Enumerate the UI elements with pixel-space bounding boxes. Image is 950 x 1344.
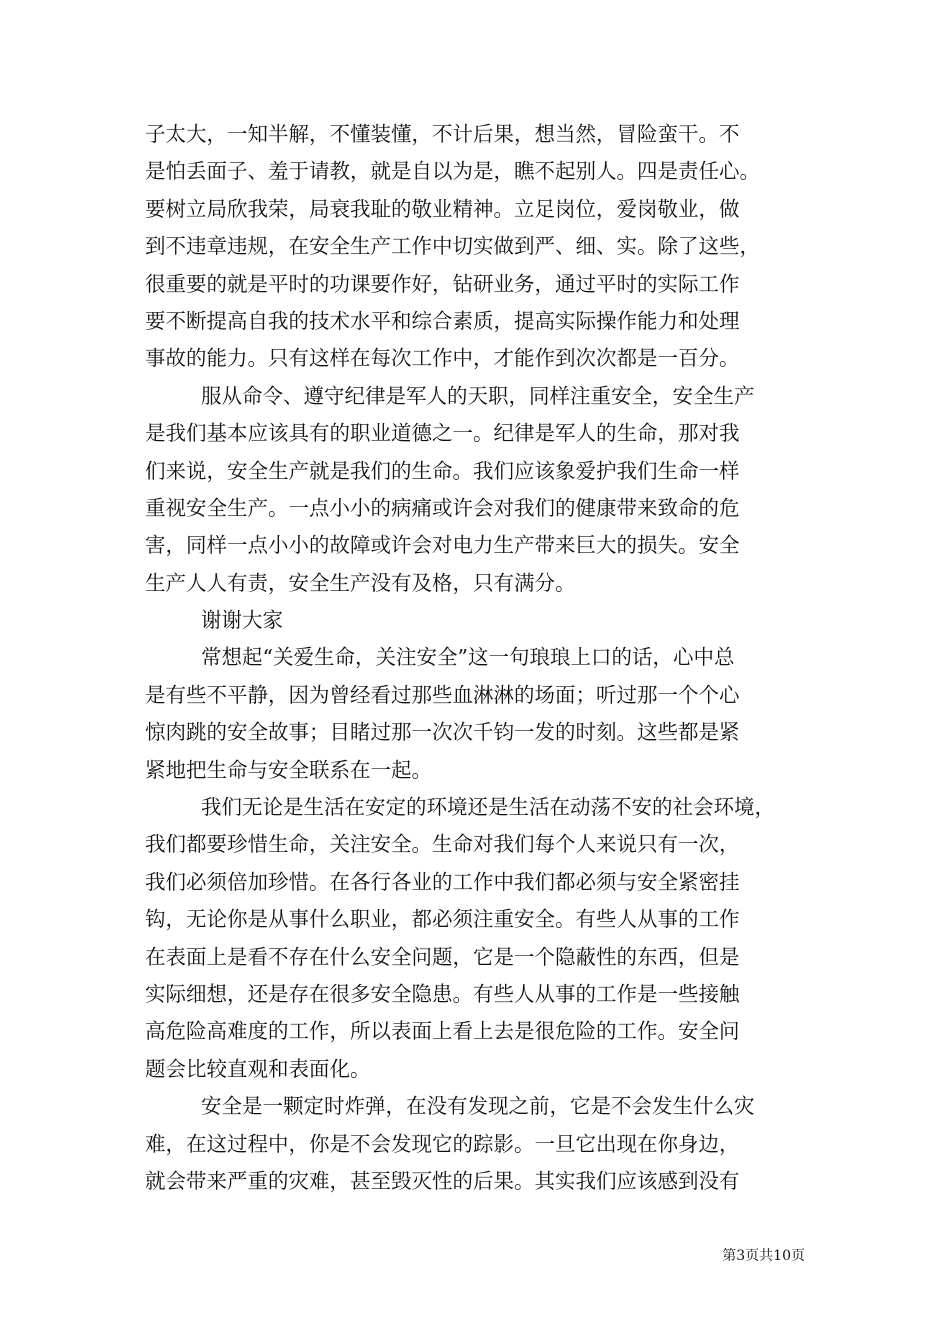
text-line: 钩，无论你是从事什么职业，都必须注重安全。有些人从事的工作 (145, 907, 740, 932)
text-line: 害，同样一点小小的故障或许会对电力生产带来巨大的损失。安全 (145, 533, 740, 558)
text-line: 要树立局欣我荣，局衰我耻的敬业精神。立足岗位，爱岗敬业，做 (145, 196, 740, 221)
text-line: 到不违章违规，在安全生产工作中切实做到严、细、实。除了这些， (145, 234, 760, 259)
paragraph-start-line: 安全是一颗定时炸弹，在没有发现之前，它是不会发生什么灾 (201, 1094, 755, 1119)
text-line: 就会带来严重的灾难，甚至毁灭性的后果。其实我们应该感到没有 (145, 1168, 740, 1193)
text-line: 我们都要珍惜生命，关注安全。生命对我们每个人来说只有一次， (145, 832, 740, 857)
text-line: 生产人人有责，安全生产没有及格，只有满分。 (145, 570, 576, 595)
text-line: 是怕丢面子、羞于请教，就是自以为是，瞧不起别人。四是责任心。 (145, 159, 760, 184)
text-line: 是我们基本应该具有的职业道德之一。纪律是军人的生命，那对我 (145, 421, 740, 446)
page-number: 第3页共10页 (722, 1248, 805, 1264)
text-line: 惊肉跳的安全故事；目睹过那一次次千钧一发的时刻。这些都是紧 (145, 720, 740, 745)
text-line: 事故的能力。只有这样在每次工作中，才能作到次次都是一百分。 (145, 346, 740, 371)
text-line: 在表面上是看不存在什么安全问题，它是一个隐蔽性的东西，但是 (145, 944, 740, 969)
text-line: 很重要的就是平时的功课要作好，钻研业务，通过平时的实际工作 (145, 271, 740, 296)
text-line: 高危险高难度的工作，所以表面上看上去是很危险的工作。安全问 (145, 1019, 740, 1044)
paragraph-start-line: 我们无论是生活在安定的环境还是生活在动荡不安的社会环境， (201, 795, 775, 820)
text-line: 们来说，安全生产就是我们的生命。我们应该象爱护我们生命一样 (145, 458, 740, 483)
text-line: 重视安全生产。一点小小的病痛或许会对我们的健康带来致命的危 (145, 495, 740, 520)
text-line: 紧地把生命与安全联系在一起。 (145, 757, 432, 782)
text-line: 题会比较直观和表面化。 (145, 1056, 371, 1081)
text-line: 难，在这过程中，你是不会发现它的踪影。一旦它出现在你身边， (145, 1131, 740, 1156)
paragraph-start-line: 服从命令、遵守纪律是军人的天职，同样注重安全，安全生产 (201, 383, 755, 408)
text-line: 实际细想，还是存在很多安全隐患。有些人从事的工作是一些接触 (145, 981, 740, 1006)
text-line: 子太大，一知半解，不懂装懂，不计后果，想当然，冒险蛮干。不 (145, 122, 740, 146)
text-line: 我们必须倍加珍惜。在各行各业的工作中我们都必须与安全紧密挂 (145, 869, 740, 894)
text-line: 是有些不平静，因为曾经看过那些血淋淋的场面；听过那一个个心 (145, 682, 740, 707)
thanks-line: 谢谢大家 (201, 608, 283, 633)
text-line: 要不断提高自我的技术水平和综合素质，提高实际操作能力和处理 (145, 308, 740, 333)
body-text (145, 116, 807, 1200)
paragraph-start-line: 常想起“关爱生命，关注安全”这一句琅琅上口的话，心中总 (201, 645, 735, 670)
